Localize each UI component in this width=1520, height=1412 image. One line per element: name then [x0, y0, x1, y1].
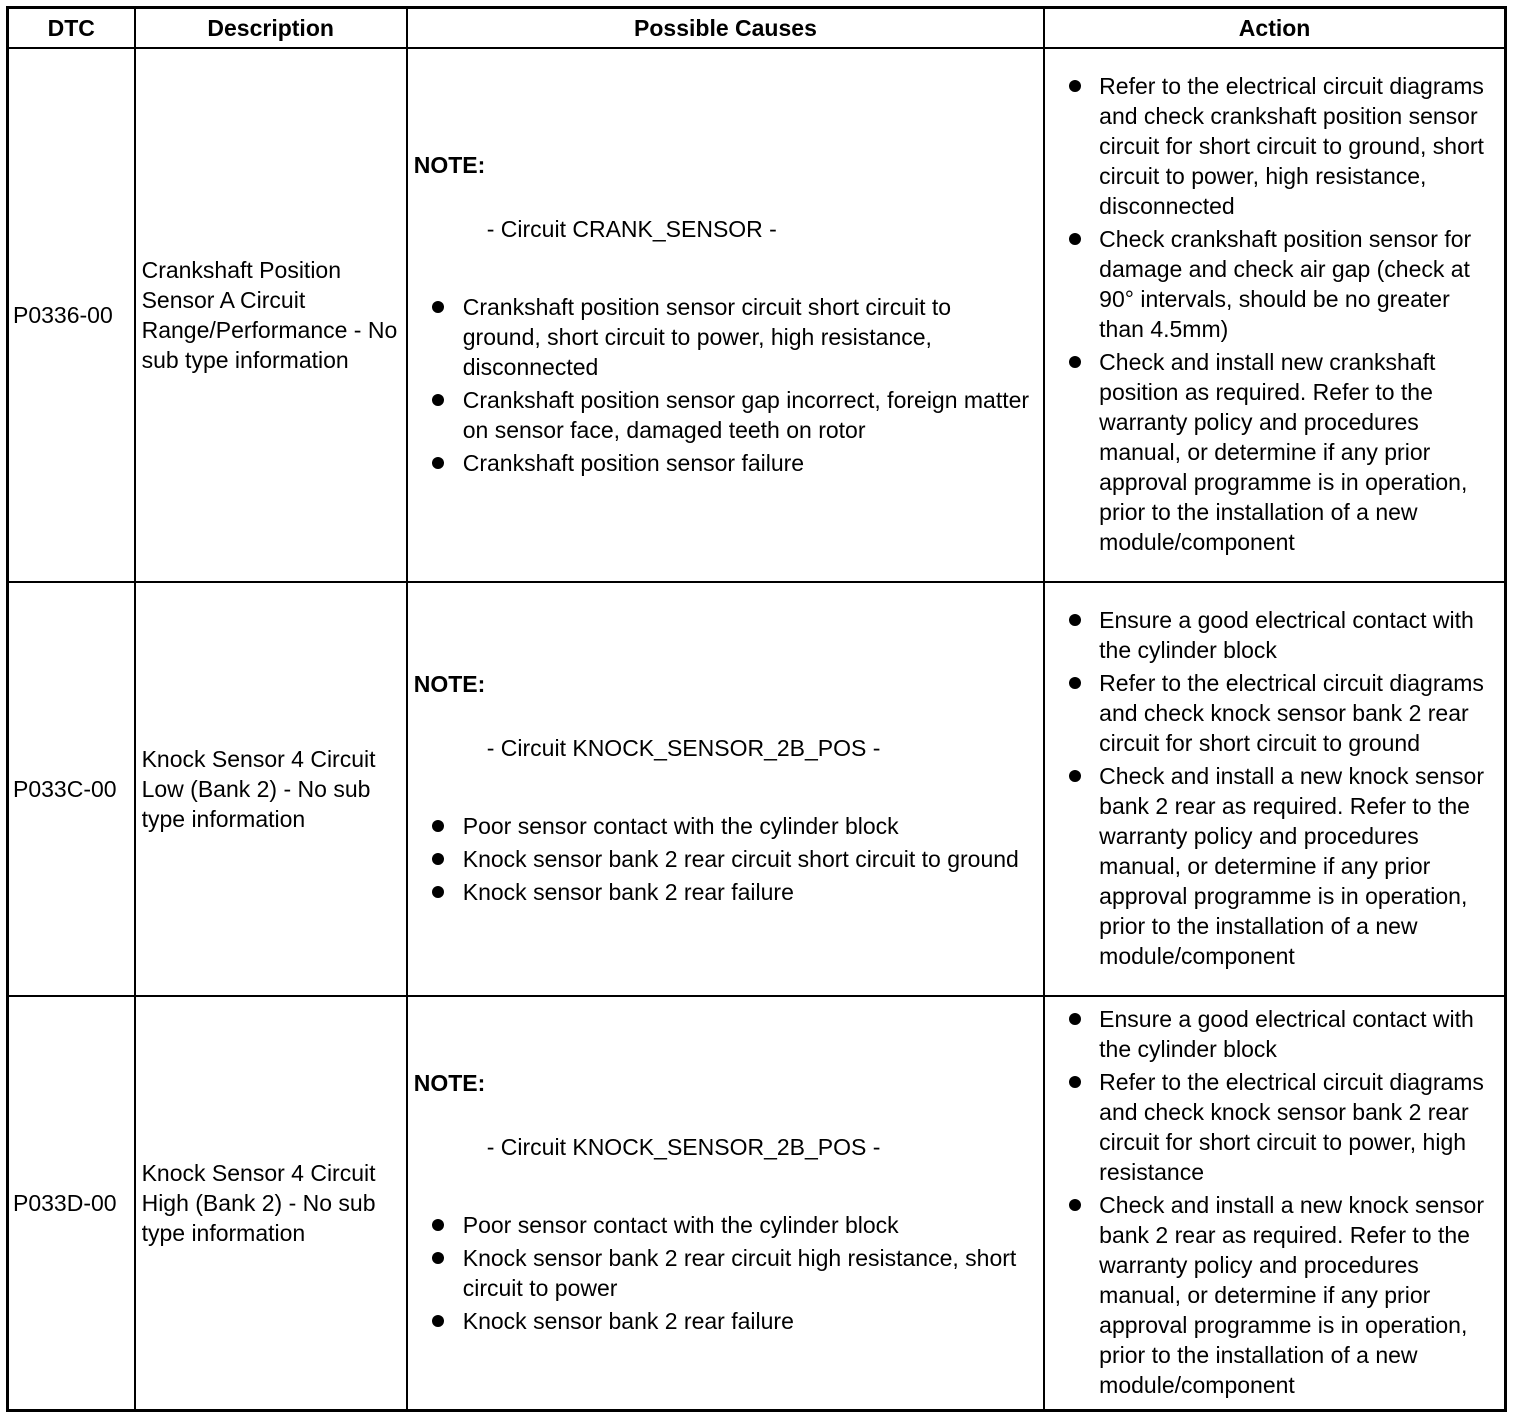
bullet-icon — [432, 886, 444, 898]
note-label: NOTE: — [413, 1069, 486, 1096]
action-cell — [1044, 582, 1505, 996]
bullet-icon — [1069, 614, 1081, 626]
table-row — [8, 996, 1506, 1411]
note-label: NOTE: — [413, 151, 486, 178]
header-row — [8, 8, 1506, 49]
action-text: Check crankshaft position sensor for damage and check air gap (check at 90° intervals, should be no greater than 4.5mm) — [1099, 225, 1472, 342]
bullet-icon — [1069, 1076, 1081, 1088]
bullet-icon — [1069, 677, 1081, 689]
list-item — [414, 1210, 1035, 1240]
list-item — [1045, 1004, 1498, 1064]
bullet-icon — [1069, 356, 1081, 368]
action-text: Check and install new crankshaft position as required. Refer to the warranty policy and procedures manual, or determine if any prior approval programme is in operation, prior to the installation of a new module/component — [1099, 348, 1468, 555]
action-list — [1045, 71, 1498, 557]
bullet-icon — [432, 853, 444, 865]
circuit-name: - Circuit KNOCK_SENSOR_2B_POS - — [486, 1133, 881, 1160]
dtc-description: Crankshaft Position Sensor A Circuit Range/Performance - No sub type information — [135, 48, 407, 582]
dtc-description: Knock Sensor 4 Circuit High (Bank 2) - No sub type information — [135, 996, 407, 1411]
header-dtc: DTC — [8, 8, 135, 49]
note-label: NOTE: — [413, 670, 486, 697]
bullet-icon — [432, 1219, 444, 1231]
cause-text: Knock sensor bank 2 rear failure — [462, 878, 794, 905]
list-item — [414, 1243, 1035, 1303]
bullet-icon — [1069, 233, 1081, 245]
list-item — [1045, 347, 1498, 557]
header-possible-causes: Possible Causes — [407, 8, 1044, 49]
list-item — [414, 1306, 1035, 1336]
table-row — [8, 48, 1506, 582]
cause-text: Crankshaft position sensor gap incorrect, foreign matter on sensor face, damaged teeth on rotor — [462, 386, 1030, 443]
action-text: Check and install a new knock sensor bank 2 rear as required. Refer to the warranty policy and procedures manual, or determine if any prior approval programme is in operation, prior to the installation of a new module/component — [1099, 762, 1484, 969]
action-text: Refer to the electrical circuit diagrams and check knock sensor bank 2 rear circuit for short circuit to ground — [1099, 669, 1484, 756]
action-text: Ensure a good electrical contact with the cylinder block — [1099, 606, 1474, 663]
dtc-table — [6, 6, 1507, 1412]
cause-text: Crankshaft position sensor failure — [462, 449, 805, 476]
header-action: Action — [1044, 8, 1505, 49]
action-cell — [1044, 48, 1505, 582]
cause-list — [414, 811, 1035, 907]
action-text: Refer to the electrical circuit diagrams and check knock sensor bank 2 rear circuit for short circuit to power, high resistance — [1099, 1068, 1484, 1185]
list-item — [1045, 71, 1498, 221]
dtc-code: P033D-00 — [8, 996, 135, 1411]
list-item — [414, 844, 1035, 874]
cause-text: Crankshaft position sensor circuit short circuit to ground, short circuit to power, high resistance, disconnected — [462, 293, 952, 380]
header-description: Description — [135, 8, 407, 49]
circuit-name: - Circuit CRANK_SENSOR - — [486, 215, 777, 242]
list-item — [414, 385, 1035, 445]
possible-causes-cell — [407, 996, 1044, 1411]
cause-list — [414, 1210, 1035, 1336]
cause-text: Knock sensor bank 2 rear circuit high resistance, short circuit to power — [462, 1244, 1017, 1301]
cause-text: Poor sensor contact with the cylinder block — [462, 1211, 899, 1238]
cause-text: Knock sensor bank 2 rear failure — [462, 1307, 794, 1334]
action-text: Refer to the electrical circuit diagrams and check crankshaft position sensor circuit for short circuit to ground, short circuit to power, high resistance, disconnected — [1099, 72, 1484, 219]
possible-causes-cell — [407, 48, 1044, 582]
list-item — [1045, 1190, 1498, 1400]
bullet-icon — [432, 820, 444, 832]
bullet-icon — [1069, 1199, 1081, 1211]
list-item — [414, 811, 1035, 841]
action-text: Ensure a good electrical contact with the cylinder block — [1099, 1005, 1474, 1062]
action-text: Check and install a new knock sensor bank 2 rear as required. Refer to the warranty policy and procedures manual, or determine if any prior approval programme is in operation, prior to the installation of a new module/component — [1099, 1191, 1484, 1398]
bullet-icon — [432, 394, 444, 406]
possible-causes-cell — [407, 582, 1044, 996]
dtc-code: P0336-00 — [8, 48, 135, 582]
bullet-icon — [432, 1315, 444, 1327]
action-list — [1045, 605, 1498, 971]
bullet-icon — [432, 301, 444, 313]
dtc-description: Knock Sensor 4 Circuit Low (Bank 2) - No sub type information — [135, 582, 407, 996]
bullet-icon — [1069, 770, 1081, 782]
table-row — [8, 582, 1506, 996]
list-item — [414, 877, 1035, 907]
list-item — [1045, 761, 1498, 971]
list-item — [1045, 668, 1498, 758]
circuit-name: - Circuit KNOCK_SENSOR_2B_POS - — [486, 734, 881, 761]
list-item — [414, 292, 1035, 382]
bullet-icon — [1069, 1013, 1081, 1025]
bullet-icon — [432, 457, 444, 469]
action-cell — [1044, 996, 1505, 1411]
list-item — [1045, 1067, 1498, 1187]
list-item — [1045, 224, 1498, 344]
bullet-icon — [432, 1252, 444, 1264]
list-item — [414, 448, 1035, 478]
list-item — [1045, 605, 1498, 665]
cause-text: Knock sensor bank 2 rear circuit short circuit to ground — [462, 845, 1019, 872]
dtc-code: P033C-00 — [8, 582, 135, 996]
bullet-icon — [1069, 80, 1081, 92]
cause-list — [414, 292, 1035, 478]
action-list — [1045, 1004, 1498, 1400]
cause-text: Poor sensor contact with the cylinder block — [462, 812, 899, 839]
